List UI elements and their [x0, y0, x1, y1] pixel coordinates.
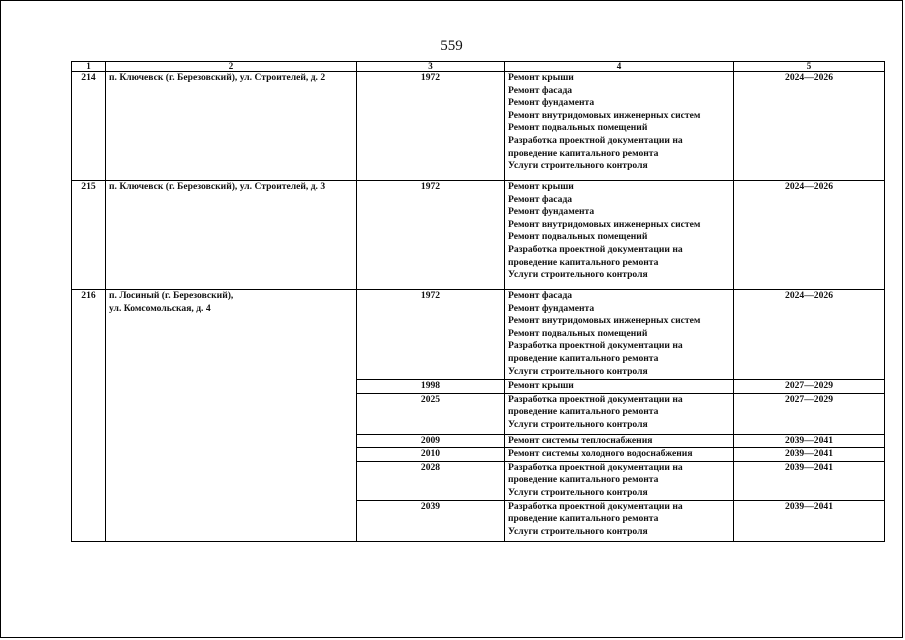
header-col-1: 1 — [72, 62, 106, 72]
year-cell: 2010 — [357, 448, 505, 462]
header-col-2: 2 — [106, 62, 357, 72]
period-cell: 2039—2041 — [734, 434, 885, 448]
works-cell — [505, 461, 734, 500]
work-item: проведение капитального ремонта — [508, 474, 659, 486]
work-item: Ремонт фасада — [508, 193, 573, 205]
period-cell: 2027—2029 — [734, 393, 885, 434]
work-item: Разработка проектной документации на — [508, 134, 683, 146]
period-cell: 2039—2041 — [734, 500, 885, 541]
work-item: Ремонт крыши — [508, 181, 574, 192]
year-cell: 2028 — [357, 461, 505, 500]
work-item: Ремонт подвальных помещений — [508, 231, 648, 243]
work-item: Разработка проектной документации на — [508, 500, 683, 512]
period-cell: 2024—2026 — [734, 290, 885, 380]
work-item: Услуги строительного контроля — [508, 486, 648, 498]
period-cell: 2024—2026 — [734, 181, 885, 290]
address-cell — [106, 290, 357, 542]
works-cell — [505, 181, 734, 290]
work-item: проведение капитального ремонта — [508, 352, 659, 364]
work-item: Ремонт подвальных помещений — [508, 122, 648, 134]
row-number: 215 — [72, 181, 106, 290]
work-item: Ремонт системы холодного водоснабжения — [508, 448, 693, 460]
year-cell: 1972 — [357, 181, 505, 290]
works-cell — [505, 393, 734, 434]
table-row — [72, 290, 885, 380]
year-cell: 2009 — [357, 434, 505, 448]
period-cell: 2039—2041 — [734, 461, 885, 500]
work-item: Ремонт фундамента — [508, 302, 595, 314]
header-col-5: 5 — [734, 62, 885, 72]
address-cell — [106, 72, 357, 181]
year-cell: 1998 — [357, 380, 505, 394]
year-cell: 2039 — [357, 500, 505, 541]
work-item: проведение капитального ремонта — [508, 147, 659, 159]
works-cell — [505, 72, 734, 181]
work-item: Услуги строительного контроля — [508, 160, 648, 172]
period-cell: 2024—2026 — [734, 72, 885, 181]
work-item: Разработка проектной документации на — [508, 393, 683, 405]
address-line: ул. Комсомольская, д. 4 — [109, 302, 211, 314]
header-row — [72, 62, 885, 72]
work-item: Ремонт внутридомовых инженерных систем — [508, 109, 701, 121]
year-cell: 1972 — [357, 290, 505, 380]
address-line: п. Ключевск (г. Березовский), ул. Строителей, д. 3 — [109, 181, 326, 192]
year-cell: 1972 — [357, 72, 505, 181]
work-item: Ремонт фасада — [508, 290, 573, 301]
work-item: Разработка проектной документации на — [508, 461, 683, 473]
works-cell — [505, 290, 734, 380]
work-item: Услуги строительного контроля — [508, 525, 648, 537]
work-item: Ремонт внутридомовых инженерных систем — [508, 315, 701, 327]
address-cell — [106, 181, 357, 290]
works-cell — [505, 434, 734, 448]
works-cell — [505, 448, 734, 462]
year-cell: 2025 — [357, 393, 505, 434]
header-col-4: 4 — [505, 62, 734, 72]
table-row — [72, 72, 885, 181]
row-number: 214 — [72, 72, 106, 181]
work-item: Ремонт фундамента — [508, 97, 595, 109]
work-item: проведение капитального ремонта — [508, 513, 659, 525]
header-col-3: 3 — [357, 62, 505, 72]
address-line: п. Ключевск (г. Березовский), ул. Строителей, д. 2 — [109, 72, 326, 83]
work-item: Разработка проектной документации на — [508, 340, 683, 352]
work-item: Ремонт фасада — [508, 84, 573, 96]
period-cell: 2027—2029 — [734, 380, 885, 394]
work-item: Ремонт крыши — [508, 72, 574, 83]
page-number: 559 — [440, 38, 463, 54]
work-item: Ремонт подвальных помещений — [508, 327, 648, 339]
work-item: Услуги строительного контроля — [508, 269, 648, 281]
work-item: Ремонт крыши — [508, 380, 574, 391]
row-number: 216 — [72, 290, 106, 542]
works-cell — [505, 380, 734, 394]
table-row — [72, 181, 885, 290]
address-line: п. Лосиный (г. Березовский), — [109, 290, 234, 301]
work-item: Ремонт системы теплоснабжения — [508, 434, 653, 446]
works-cell — [505, 500, 734, 541]
work-item: Разработка проектной документации на — [508, 243, 683, 255]
work-item: Ремонт фундамента — [508, 206, 595, 218]
work-item: проведение капитального ремонта — [508, 406, 659, 418]
work-item: Ремонт внутридомовых инженерных систем — [508, 218, 701, 230]
repair-schedule-table — [71, 61, 885, 542]
work-item: проведение капитального ремонта — [508, 256, 659, 268]
work-item: Услуги строительного контроля — [508, 418, 648, 430]
period-cell: 2039—2041 — [734, 448, 885, 462]
work-item: Услуги строительного контроля — [508, 365, 648, 377]
